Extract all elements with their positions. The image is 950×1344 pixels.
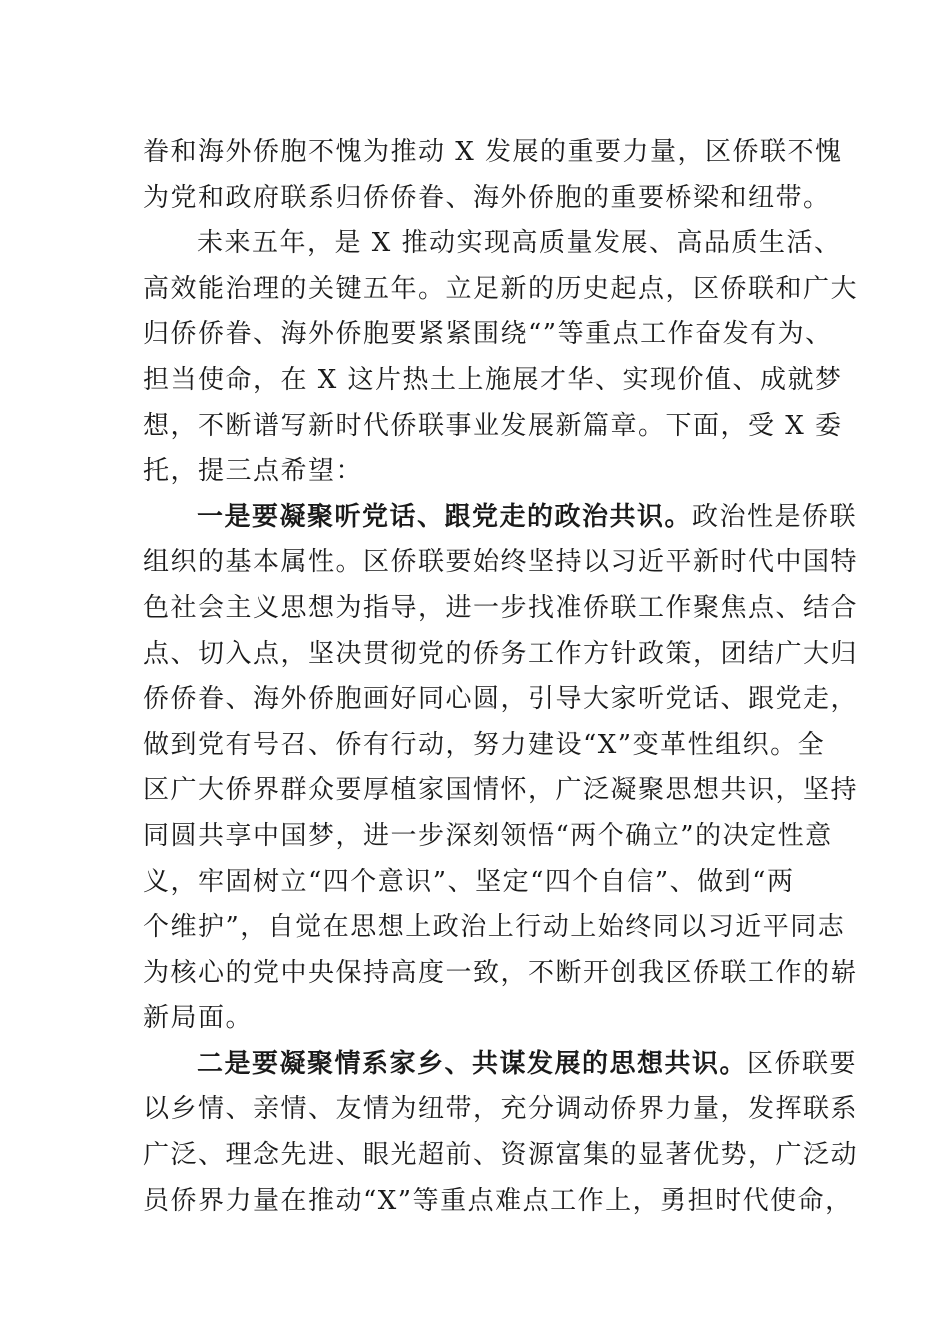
text-line: [143, 495, 858, 541]
line-text: 点、切入点，坚决贯彻党的侨务工作方针政策，团结广大归: [143, 638, 859, 669]
text-line: [143, 221, 842, 267]
text-line: [143, 951, 859, 997]
line-text: 广泛、理念先进、眼光超前、资源富集的显著优势，广泛动: [143, 1140, 859, 1171]
line-text: 侨侨眷、海外侨胞画好同心圆，引导大家听党话、跟党走，: [143, 684, 859, 715]
line-text: 想，不断谱写新时代侨联事业发展新篇章。下面，受 X 委: [143, 410, 843, 441]
text-line: [143, 905, 846, 951]
text-line: [143, 996, 813, 1042]
text-line: [143, 540, 859, 586]
text-line: [143, 130, 843, 176]
text-line: [143, 677, 859, 723]
text-line: [143, 1179, 853, 1225]
text-line: [143, 814, 833, 860]
text-line: [143, 723, 826, 769]
line-text: 个维护”，自觉在思想上政治上行动上始终同以习近平同志: [143, 912, 846, 943]
line-text: 为党和政府联系归侨侨眷、海外侨胞的重要桥梁和纽带。: [143, 182, 831, 213]
bold-heading: 一是要凝聚听党话、跟党走的政治共识。: [197, 501, 693, 532]
line-text: 高效能治理的关键五年。立足新的历史起点，区侨联和广大: [143, 273, 859, 304]
line-text: 区侨联要: [747, 1048, 858, 1079]
text-line: [143, 632, 859, 678]
text-line: [143, 860, 813, 906]
text-line: [143, 358, 843, 404]
text-line: [143, 586, 859, 632]
text-line: [143, 768, 859, 814]
line-text: 色社会主义思想为指导，进一步找准侨联工作聚焦点、结合: [143, 592, 859, 623]
document-body: [143, 130, 859, 1224]
line-text: 组织的基本属性。区侨联要始终坚持以习近平新时代中国特: [143, 547, 859, 578]
line-text: 员侨界力量在推动“X”等重点难点工作上，勇担时代使命，: [143, 1185, 853, 1216]
line-text: 托，提三点希望：: [143, 456, 364, 487]
line-text: 未来五年，是 X 推动实现高质量发展、高品质生活、: [197, 228, 842, 259]
line-text: 区广大侨界群众要厚植家国情怀，广泛凝聚思想共识，坚持: [143, 775, 859, 806]
line-text: 以乡情、亲情、友情为纽带，充分调动侨界力量，发挥联系: [143, 1094, 859, 1125]
bold-heading: 二是要凝聚情系家乡、共谋发展的思想共识。: [197, 1048, 748, 1079]
line-text: 同圆共享中国梦，进一步深刻领悟“两个确立”的决定性意: [143, 820, 833, 851]
text-line: [143, 312, 833, 358]
line-text: 新局面。: [143, 1003, 254, 1034]
text-line: [143, 1133, 859, 1179]
line-text: 为核心的党中央保持高度一致，不断开创我区侨联工作的崭: [143, 957, 859, 988]
line-text: 政治性是侨联: [692, 501, 858, 532]
text-line: [143, 176, 831, 222]
text-line: [143, 1042, 858, 1088]
line-text: 做到党有号召、侨有行动，努力建设“X”变革性组织。全: [143, 729, 826, 760]
text-line: [143, 267, 859, 313]
text-line: [143, 1087, 859, 1133]
line-text: 归侨侨眷、海外侨胞要紧紧围绕“”等重点工作奋发有为、: [143, 319, 833, 350]
line-text: 担当使命，在 X 这片热土上施展才华、实现价值、成就梦: [143, 364, 843, 395]
text-line: [143, 449, 813, 495]
text-line: [143, 404, 843, 450]
line-text: 义，牢固树立“四个意识”、坚定“四个自信”、做到“两: [143, 866, 795, 897]
line-text: 眷和海外侨胞不愧为推动 X 发展的重要力量，区侨联不愧: [143, 137, 843, 167]
